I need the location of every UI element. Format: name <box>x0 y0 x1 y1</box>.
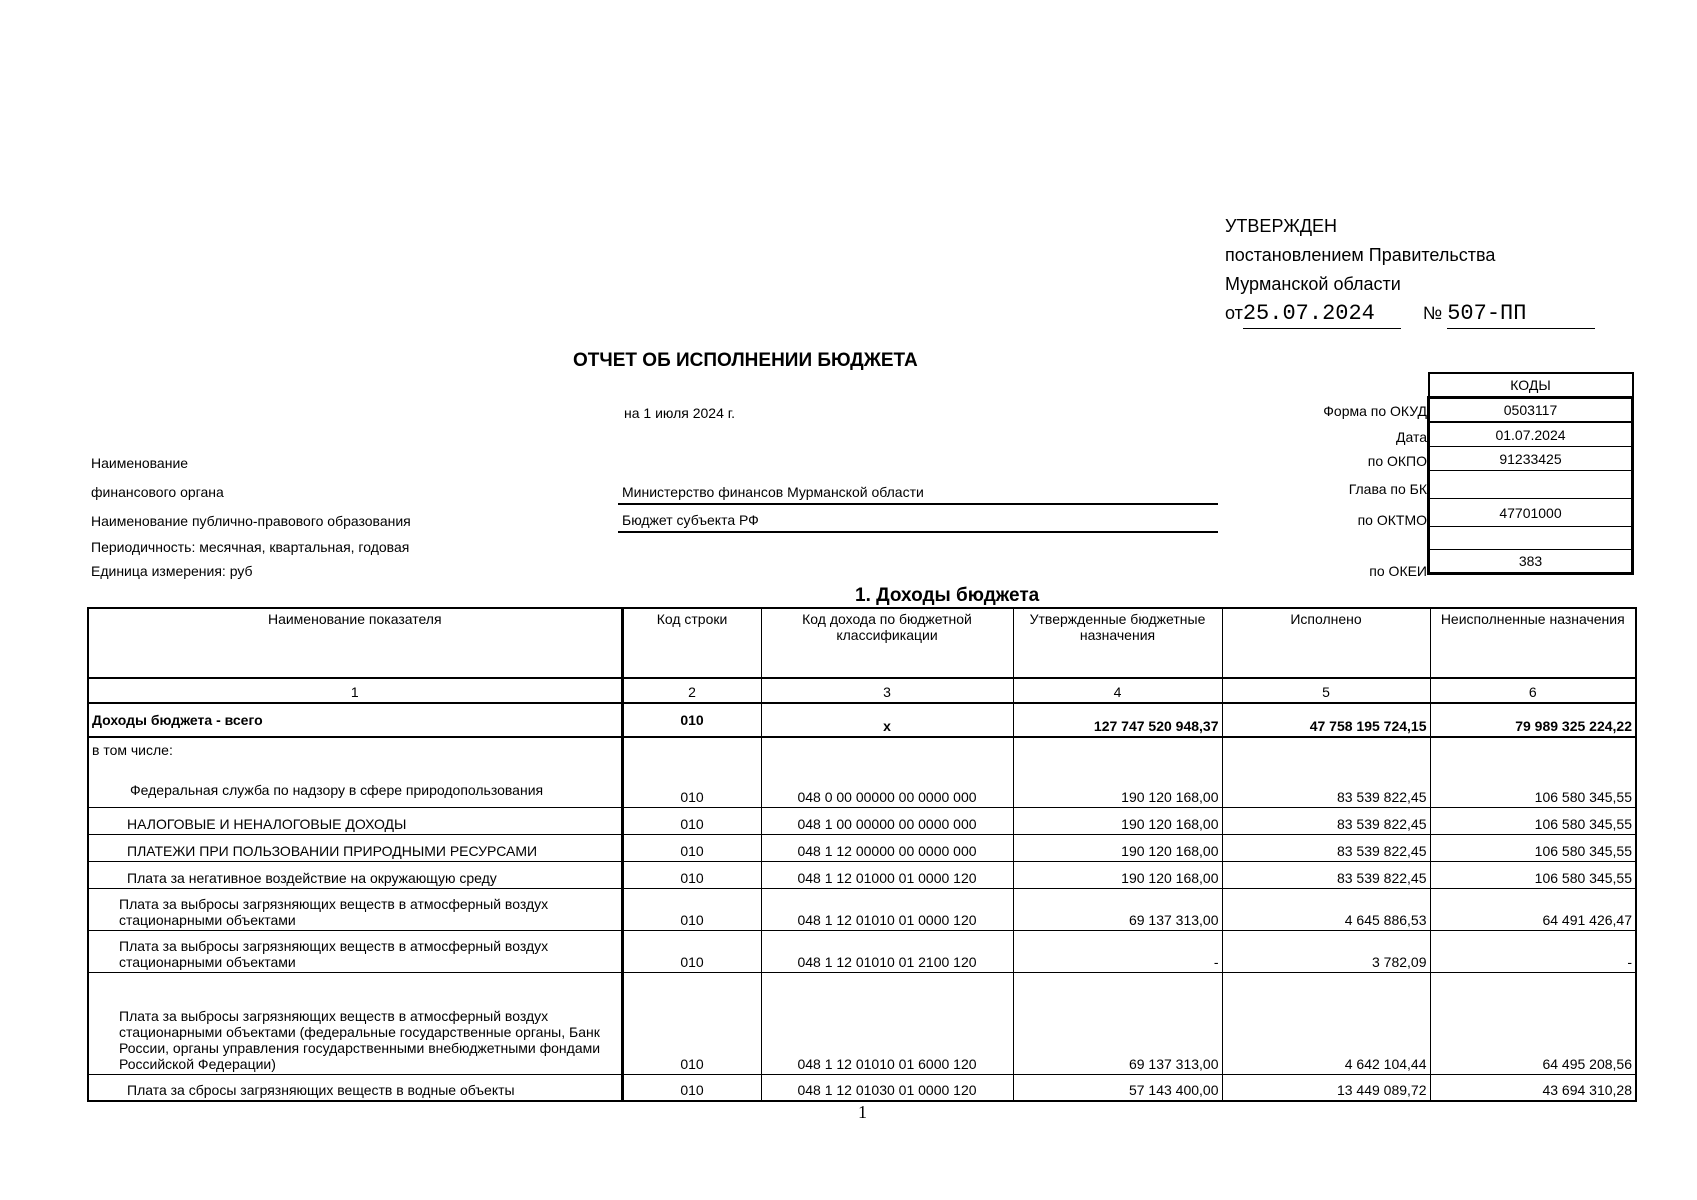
report-title: ОТЧЕТ ОБ ИСПОЛНЕНИИ БЮДЖЕТА <box>573 350 918 371</box>
code-label-okei: по ОКЕИ <box>1369 563 1427 579</box>
row-executed: 4 642 104,44 <box>1222 972 1430 1074</box>
table-row <box>88 972 1636 1074</box>
code-label-date: Дата <box>1395 429 1427 445</box>
row-unexecuted: 106 580 345,55 <box>1430 737 1636 807</box>
row-approved: 69 137 313,00 <box>1013 888 1222 930</box>
row-name: Плата за выбросы загрязняющих веществ в атмосферный воздух стационарными объектами <box>88 888 622 930</box>
approval-num-label: № <box>1422 303 1443 323</box>
row-line: 010 <box>622 1074 761 1101</box>
col-number: 1 <box>88 678 622 703</box>
col-header-executed: Исполнено <box>1222 608 1430 678</box>
row-approved: 69 137 313,00 <box>1013 972 1222 1074</box>
approval-number: 507-ПП <box>1447 299 1595 329</box>
table-row <box>88 737 1636 807</box>
total-approved: 127 747 520 948,37 <box>1013 703 1222 737</box>
row-executed: 83 539 822,45 <box>1222 807 1430 834</box>
column-numbers-row <box>88 678 1636 703</box>
code-date: 01.07.2024 <box>1429 422 1633 447</box>
incl-label: в том числе: <box>92 742 173 758</box>
code-label-oktmo: по ОКТМО <box>1357 512 1427 528</box>
approval-line-1: УТВЕРЖДЕН <box>1225 216 1338 236</box>
code-oktmo: 47701000 <box>1429 499 1633 527</box>
approval-line-3: Мурманской области <box>1225 274 1401 294</box>
row-code: 048 1 12 01010 01 6000 120 <box>761 972 1013 1074</box>
approval-block <box>1225 212 1595 329</box>
code-label-glava: Глава по БК <box>1348 481 1427 497</box>
table-row <box>88 834 1636 861</box>
table-row <box>88 930 1636 972</box>
total-line: 010 <box>622 703 761 737</box>
col-header-code: Код дохода по бюджетной классификации <box>761 608 1013 678</box>
row-approved: 190 120 168,00 <box>1013 861 1222 888</box>
row-approved: 190 120 168,00 <box>1013 737 1222 807</box>
approval-line-2: постановлением Правительства <box>1225 245 1496 265</box>
pub-entity-value: Бюджет субъекта РФ <box>622 512 759 528</box>
row-executed: 83 539 822,45 <box>1222 737 1430 807</box>
row-code: 048 1 12 01030 01 0000 120 <box>761 1074 1013 1101</box>
row-line: 010 <box>622 737 761 807</box>
col-header-approved: Утвержденные бюджетные назначения <box>1013 608 1222 678</box>
code-empty <box>1429 527 1633 550</box>
row-approved: 190 120 168,00 <box>1013 834 1222 861</box>
col-header-line: Код строки <box>622 608 761 678</box>
row-line: 010 <box>622 972 761 1074</box>
unit-label: Единица измерения: руб <box>91 563 253 579</box>
row-executed: 83 539 822,45 <box>1222 861 1430 888</box>
row-executed: 3 782,09 <box>1222 930 1430 972</box>
total-executed: 47 758 195 724,15 <box>1222 703 1430 737</box>
row-line: 010 <box>622 834 761 861</box>
row-name: Плата за негативное воздействие на окружающую среду <box>88 861 622 888</box>
row-unexecuted: 106 580 345,55 <box>1430 834 1636 861</box>
income-table <box>87 607 1637 1102</box>
report-date: на 1 июля 2024 г. <box>624 405 736 421</box>
approval-from-label: от <box>1225 303 1243 323</box>
row-code: 048 1 12 01000 01 0000 120 <box>761 861 1013 888</box>
approval-date: 25.07.2024 <box>1243 299 1401 329</box>
table-row <box>88 1074 1636 1101</box>
row-unexecuted: 106 580 345,55 <box>1430 807 1636 834</box>
col-number: 6 <box>1430 678 1636 703</box>
total-code: x <box>761 703 1013 737</box>
row-unexecuted: 106 580 345,55 <box>1430 861 1636 888</box>
row-name: ПЛАТЕЖИ ПРИ ПОЛЬЗОВАНИИ ПРИРОДНЫМИ РЕСУРСАМИ <box>88 834 622 861</box>
row-code: 048 0 00 00000 00 0000 000 <box>761 737 1013 807</box>
code-glava <box>1429 471 1633 499</box>
pub-entity-underline <box>618 531 1218 533</box>
code-label-okud: Форма по ОКУД <box>1323 403 1427 419</box>
page-number: 1 <box>858 1102 867 1122</box>
row-approved: - <box>1013 930 1222 972</box>
table-row <box>88 807 1636 834</box>
row-code: 048 1 12 01010 01 0000 120 <box>761 888 1013 930</box>
total-unexecuted: 79 989 325 224,22 <box>1430 703 1636 737</box>
row-executed: 83 539 822,45 <box>1222 834 1430 861</box>
code-okei: 383 <box>1429 550 1633 574</box>
row-approved: 190 120 168,00 <box>1013 807 1222 834</box>
col-number: 3 <box>761 678 1013 703</box>
row-code: 048 1 12 01010 01 2100 120 <box>761 930 1013 972</box>
row-unexecuted: 64 491 426,47 <box>1430 888 1636 930</box>
table-row <box>88 861 1636 888</box>
row-unexecuted: 64 495 208,56 <box>1430 972 1636 1074</box>
row-unexecuted: - <box>1430 930 1636 972</box>
codes-table <box>1427 372 1634 575</box>
fin-organ-underline <box>618 503 1218 505</box>
row-name: Плата за выбросы загрязняющих веществ в атмосферный воздух стационарными объектами <box>88 930 622 972</box>
row-name: Плата за выбросы загрязняющих веществ в атмосферный воздух стационарными объектами (федеральные государственные органы, Банк России, органы управления государственными внебюджетными фондами Российской Федерации) <box>88 972 622 1074</box>
col-number: 2 <box>622 678 761 703</box>
pub-entity-label: Наименование публично-правового образования <box>91 513 411 529</box>
total-name: Доходы бюджета - всего <box>88 703 622 737</box>
section-title: 1. Доходы бюджета <box>855 585 1040 606</box>
table-row <box>88 888 1636 930</box>
row-code: 048 1 12 00000 00 0000 000 <box>761 834 1013 861</box>
codes-header: КОДЫ <box>1429 373 1633 398</box>
total-row <box>88 703 1636 737</box>
col-number: 4 <box>1013 678 1222 703</box>
fin-organ-value: Министерство финансов Мурманской области <box>622 484 924 500</box>
code-label-okpo: по ОКПО <box>1367 453 1427 469</box>
fin-organ-label-2: финансового органа <box>91 484 224 500</box>
code-okud: 0503117 <box>1429 398 1633 423</box>
row-line: 010 <box>622 930 761 972</box>
col-number: 5 <box>1222 678 1430 703</box>
row-unexecuted: 43 694 310,28 <box>1430 1074 1636 1101</box>
row-name: НАЛОГОВЫЕ И НЕНАЛОГОВЫЕ ДОХОДЫ <box>88 807 622 834</box>
row-line: 010 <box>622 807 761 834</box>
approval-line-4 <box>1225 299 1595 329</box>
row-name: Плата за сбросы загрязняющих веществ в водные объекты <box>88 1074 622 1101</box>
periodicity-label: Периодичность: месячная, квартальная, годовая <box>91 539 410 555</box>
row-executed: 4 645 886,53 <box>1222 888 1430 930</box>
col-header-name: Наименование показателя <box>88 608 622 678</box>
row-code: 048 1 00 00000 00 0000 000 <box>761 807 1013 834</box>
row-line: 010 <box>622 861 761 888</box>
row-line: 010 <box>622 888 761 930</box>
row-name: Федеральная служба по надзору в сфере природопользования <box>130 782 544 798</box>
code-okpo: 91233425 <box>1429 447 1633 471</box>
codes-labels <box>1227 372 1427 580</box>
row-executed: 13 449 089,72 <box>1222 1074 1430 1101</box>
fin-organ-label-1: Наименование <box>91 455 189 471</box>
row-approved: 57 143 400,00 <box>1013 1074 1222 1101</box>
col-header-unexecuted: Неисполненные назначения <box>1430 608 1636 678</box>
